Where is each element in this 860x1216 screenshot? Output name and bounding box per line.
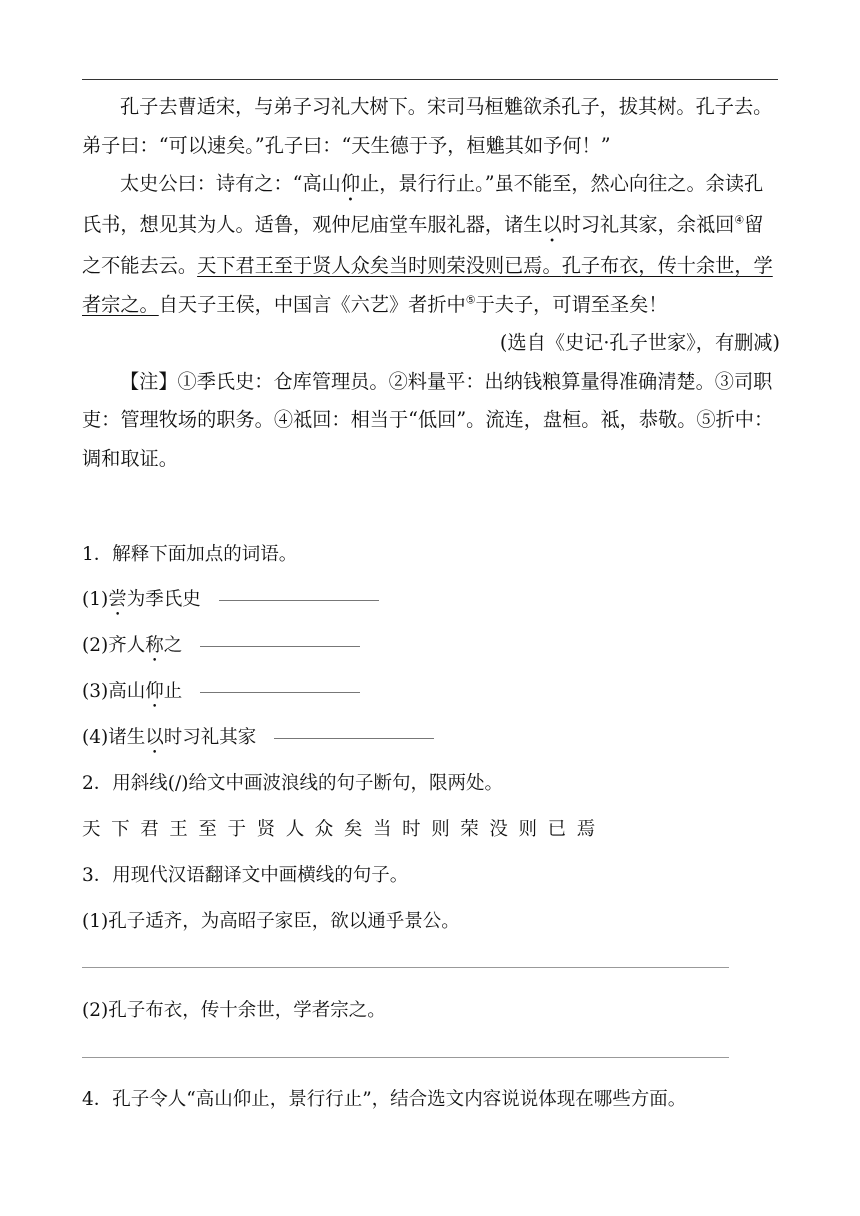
passage-paragraph-1: 孔子去曹适宋，与弟子习礼大树下。宋司马桓魋欲杀孔子，拔其树。孔子去。弟子曰：“可以速矣。”孔子曰：“天生德于予，桓魋其如予何！” — [82, 95, 773, 157]
q1-item-4: (4)诸生以时习礼其家 — [82, 723, 434, 758]
footnote-marker-5: ⑤ — [465, 293, 476, 307]
q3-sentence-1: (1)孔子适齐，为高昭子家臣，欲以通乎景公。 — [82, 911, 460, 932]
dotted-char: 以 — [542, 213, 562, 236]
answer-blank[interactable] — [274, 737, 434, 739]
q4-stem: 4．孔子令人“高山仰止，景行行止”，结合选文内容说说体现在哪些方面。 — [82, 1089, 687, 1110]
top-rule — [82, 79, 778, 80]
passage-paragraph-2: 太史公曰：诗有之：“高山仰止，景行行止。”虽不能至，然心向往之。余读孔氏书，想见其为人。适鲁，观仲尼庙堂车服礼器，诸生以时习礼其家，余祗回④留之不能去云。天下君王至于贤人众矣当时则荣没则已焉。孔子布衣，传十余世，学者宗之。自天子王侯，中国言《六艺》者折中⑤于夫子，可谓至圣矣！ — [82, 172, 773, 316]
dotted-char: 仰 — [145, 681, 164, 702]
answer-line-1[interactable] — [82, 967, 729, 968]
dotted-char: 称 — [145, 635, 164, 656]
footnote-marker-4: ④ — [734, 213, 745, 227]
answer-line-2[interactable] — [82, 1057, 729, 1058]
dotted-char: 以 — [145, 727, 164, 748]
q2-stem: 2．用斜线(/)给文中画波浪线的句子断句，限两处。 — [82, 773, 503, 794]
q3-sentence-2: (2)孔子布衣，传十余世，学者宗之。 — [82, 1000, 386, 1021]
underlined-sentence: 孔子布衣，传十余世，学者宗之。 — [82, 254, 773, 316]
answer-blank[interactable] — [200, 691, 360, 693]
answer-blank[interactable] — [200, 645, 360, 647]
answer-blank[interactable] — [219, 599, 379, 601]
passage — [82, 88, 782, 478]
q1-item-3: (3)高山仰止 — [82, 677, 360, 712]
dotted-char: 尝 — [108, 589, 127, 610]
q1-item-2: (2)齐人称之 — [82, 631, 360, 666]
q1-item-1: (1)尝为季氏史 — [82, 585, 379, 620]
notes: 【注】①季氏史：仓库管理员。②料量平：出纳钱粮算量得准确清楚。③司职吏：管理牧场的职务。④祗回：相当于“低回”。流连，盘桓。祗，恭敬。⑤折中：调和取证。 — [82, 369, 774, 470]
q1-stem: 1．解释下面加点的词语。 — [82, 544, 298, 565]
dotted-char: 仰 — [340, 172, 361, 195]
q3-stem: 3．用现代汉语翻译文中画横线的句子。 — [82, 865, 409, 886]
q2-sentence: 天下君王至于贤人众矣当时则荣没则已焉 — [82, 819, 606, 840]
wavy-underlined-sentence: 天下君王至于贤人众矣当时则荣没则已焉。 — [197, 254, 562, 277]
passage-source: (选自《史记·孔子世家》，有删减) — [499, 331, 780, 354]
